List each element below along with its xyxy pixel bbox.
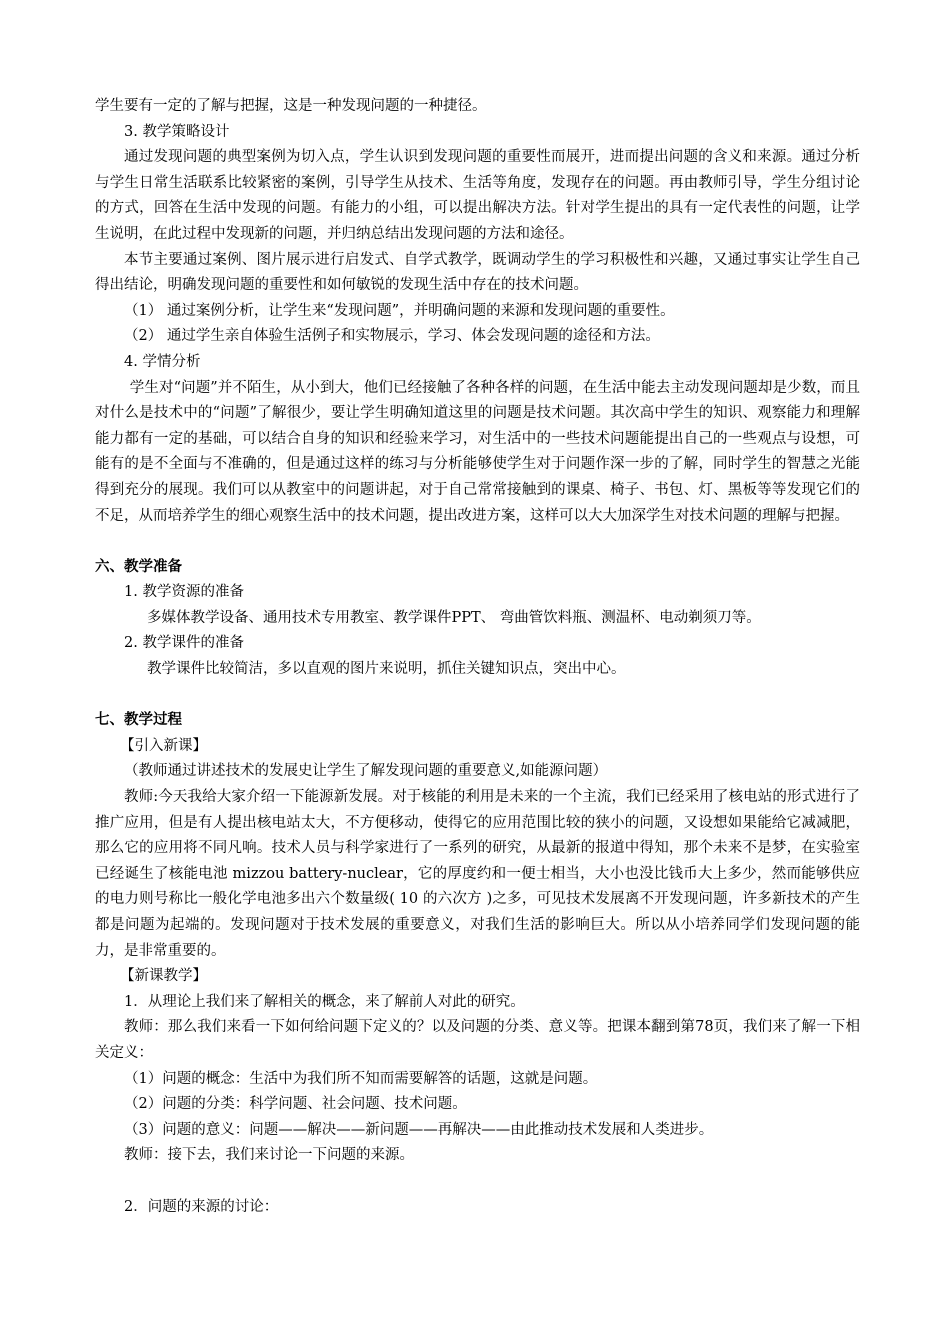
resources-detail: 多媒体教学设备、通用技术专用教室、教学课件PPT、 弯曲管饮料瓶、测温杯、电动剃须刀等。	[147, 609, 761, 626]
theory-item: 1．从理论上我们来了解相关的概念，来了解前人对此的研究。	[124, 993, 525, 1010]
paragraph-strategy: 通过发现问题的典型案例为切入点，学生认识到发现问题的重要性而展开，进而提出问题的含义和来源。通过分析与学生日常生活联系比较紧密的案例，引导学生从技术、生活等角度，发现存在的问题。再由教师引导，学生分组讨论的方式，回答在生活中发现的问题。有能力的小组，可以提出解决方法。针对学生提出的具有一定代表性的问题，让学生说明，在此过程中发现新的问题，并归纳总结出发现问题的方法和途径。	[95, 149, 860, 242]
definition-meaning: （3）问题的意义：问题——解决——新问题——再解决——由此推动技术发展和人类进步。	[124, 1121, 714, 1138]
subsection-title-analysis: 4. 学情分析	[124, 353, 201, 370]
paragraph-analysis: 学生对“问题”并不陌生，从小到大，他们已经接触了各种各样的问题，在生活中能去主动发现问题却是少数，而且对什么是技术中的“问题”了解很少，要让学生明确知道这里的问题是技术问题。其次高中学生的知识、观察能力和理解能力都有一定的基础，可以结合自身的知识和经验来学习，对生活中的一些技术问题能提出自己的一些观点与设想，可能有的是不全面与不准确的，但是通过这样的练习与分析能够使学生对于问题作深一步的了解，同时学生的智慧之光能得到充分的展现。我们可以从教室中的问题讲起，对于自己常常接触到的课桌、椅子、书包、灯、黑板等等发现它们的不足，从而培养学生的细心观察生活中的技术问题，提出改进方案，这样可以大大加深学生对技术问题的理解与把握。	[95, 379, 860, 524]
definition-concept: （1）问题的概念：生活中为我们所不知而需要解答的话题，这就是问题。	[124, 1070, 598, 1087]
paragraph-continuation: 学生要有一定的了解与把握，这是一种发现问题的一种捷径。	[95, 98, 487, 114]
paragraph-teacher-definition: 教师：那么我们来看一下如何给问题下定义的？以及问题的分类、意义等。把课本翻到第78页，我们来了解一下相关定义：	[95, 1019, 860, 1061]
courseware-detail: 教学课件比较简洁，多以直观的图片来说明，抓住关键知识点，突出中心。	[147, 661, 626, 678]
intro-note: （教师通过讲述技术的发展史让学生了解发现问题的重要意义,如能源问题）	[124, 763, 608, 780]
intro-label: 【引入新课】	[120, 737, 207, 754]
paragraph-method: 本节主要通过案例、图片展示进行启发式、自学式教学，既调动学生的学习积极性和兴趣，又通过事实让学生自己得出结论，明确发现问题的重要性和如何敏锐的发现生活中存在的技术问题。	[95, 251, 860, 294]
section-heading-7: 七、教学过程	[95, 712, 182, 729]
new-lesson-label: 【新课教学】	[120, 968, 207, 985]
list-item-1: （1） 通过案例分析，让学生来“发现问题”，并明确问题的来源和发现问题的重要性。	[124, 302, 675, 319]
teacher-transition: 教师：接下去，我们来讨论一下问题的来源。	[124, 1147, 414, 1164]
subsection-resources: 1. 教学资源的准备	[124, 584, 244, 601]
definition-category: （2）问题的分类：科学问题、社会问题、技术问题。	[124, 1096, 467, 1113]
subsection-courseware: 2. 教学课件的准备	[124, 635, 244, 652]
paragraph-teacher-intro: 教师:今天我给大家介绍一下能源新发展。对于核能的利用是未来的一个主流，我们已经采用了核电站的形式进行了推广应用，但是有人提出核电站太大，不方便移动，使得它的应用范围比较的狭小的问题，又设想如果能给它减减肥，那么它的应用将不同凡响。技术人员与科学家进行了一系列的研究，从最新的报道中得知，那个未来不是梦，在实验室已经诞生了核能电池 mizzou battery-nuclear，它的厚度约和一便士相当，大小也没比钱币大上多少，然而能够供应的电力则号称比一般化学电池多出六个数量级( 10 的六次方 )之多，可见技术发展离不开发现问题，许多新技术的产生都是问题为起端的。发现问题对于技术发展的重要意义，对我们生活的影响巨大。所以从小培养同学们发现问题的能力，是非常重要的。	[95, 789, 860, 959]
list-item-2: （2） 通过学生亲自体验生活例子和实物展示，学习、体会发现问题的途径和方法。	[124, 328, 660, 345]
document-page	[95, 94, 860, 1220]
source-discussion: 2．问题的来源的讨论：	[124, 1198, 279, 1215]
subsection-title-strategy: 3. 教学策略设计	[124, 123, 230, 140]
section-heading-6: 六、教学准备	[95, 558, 182, 575]
